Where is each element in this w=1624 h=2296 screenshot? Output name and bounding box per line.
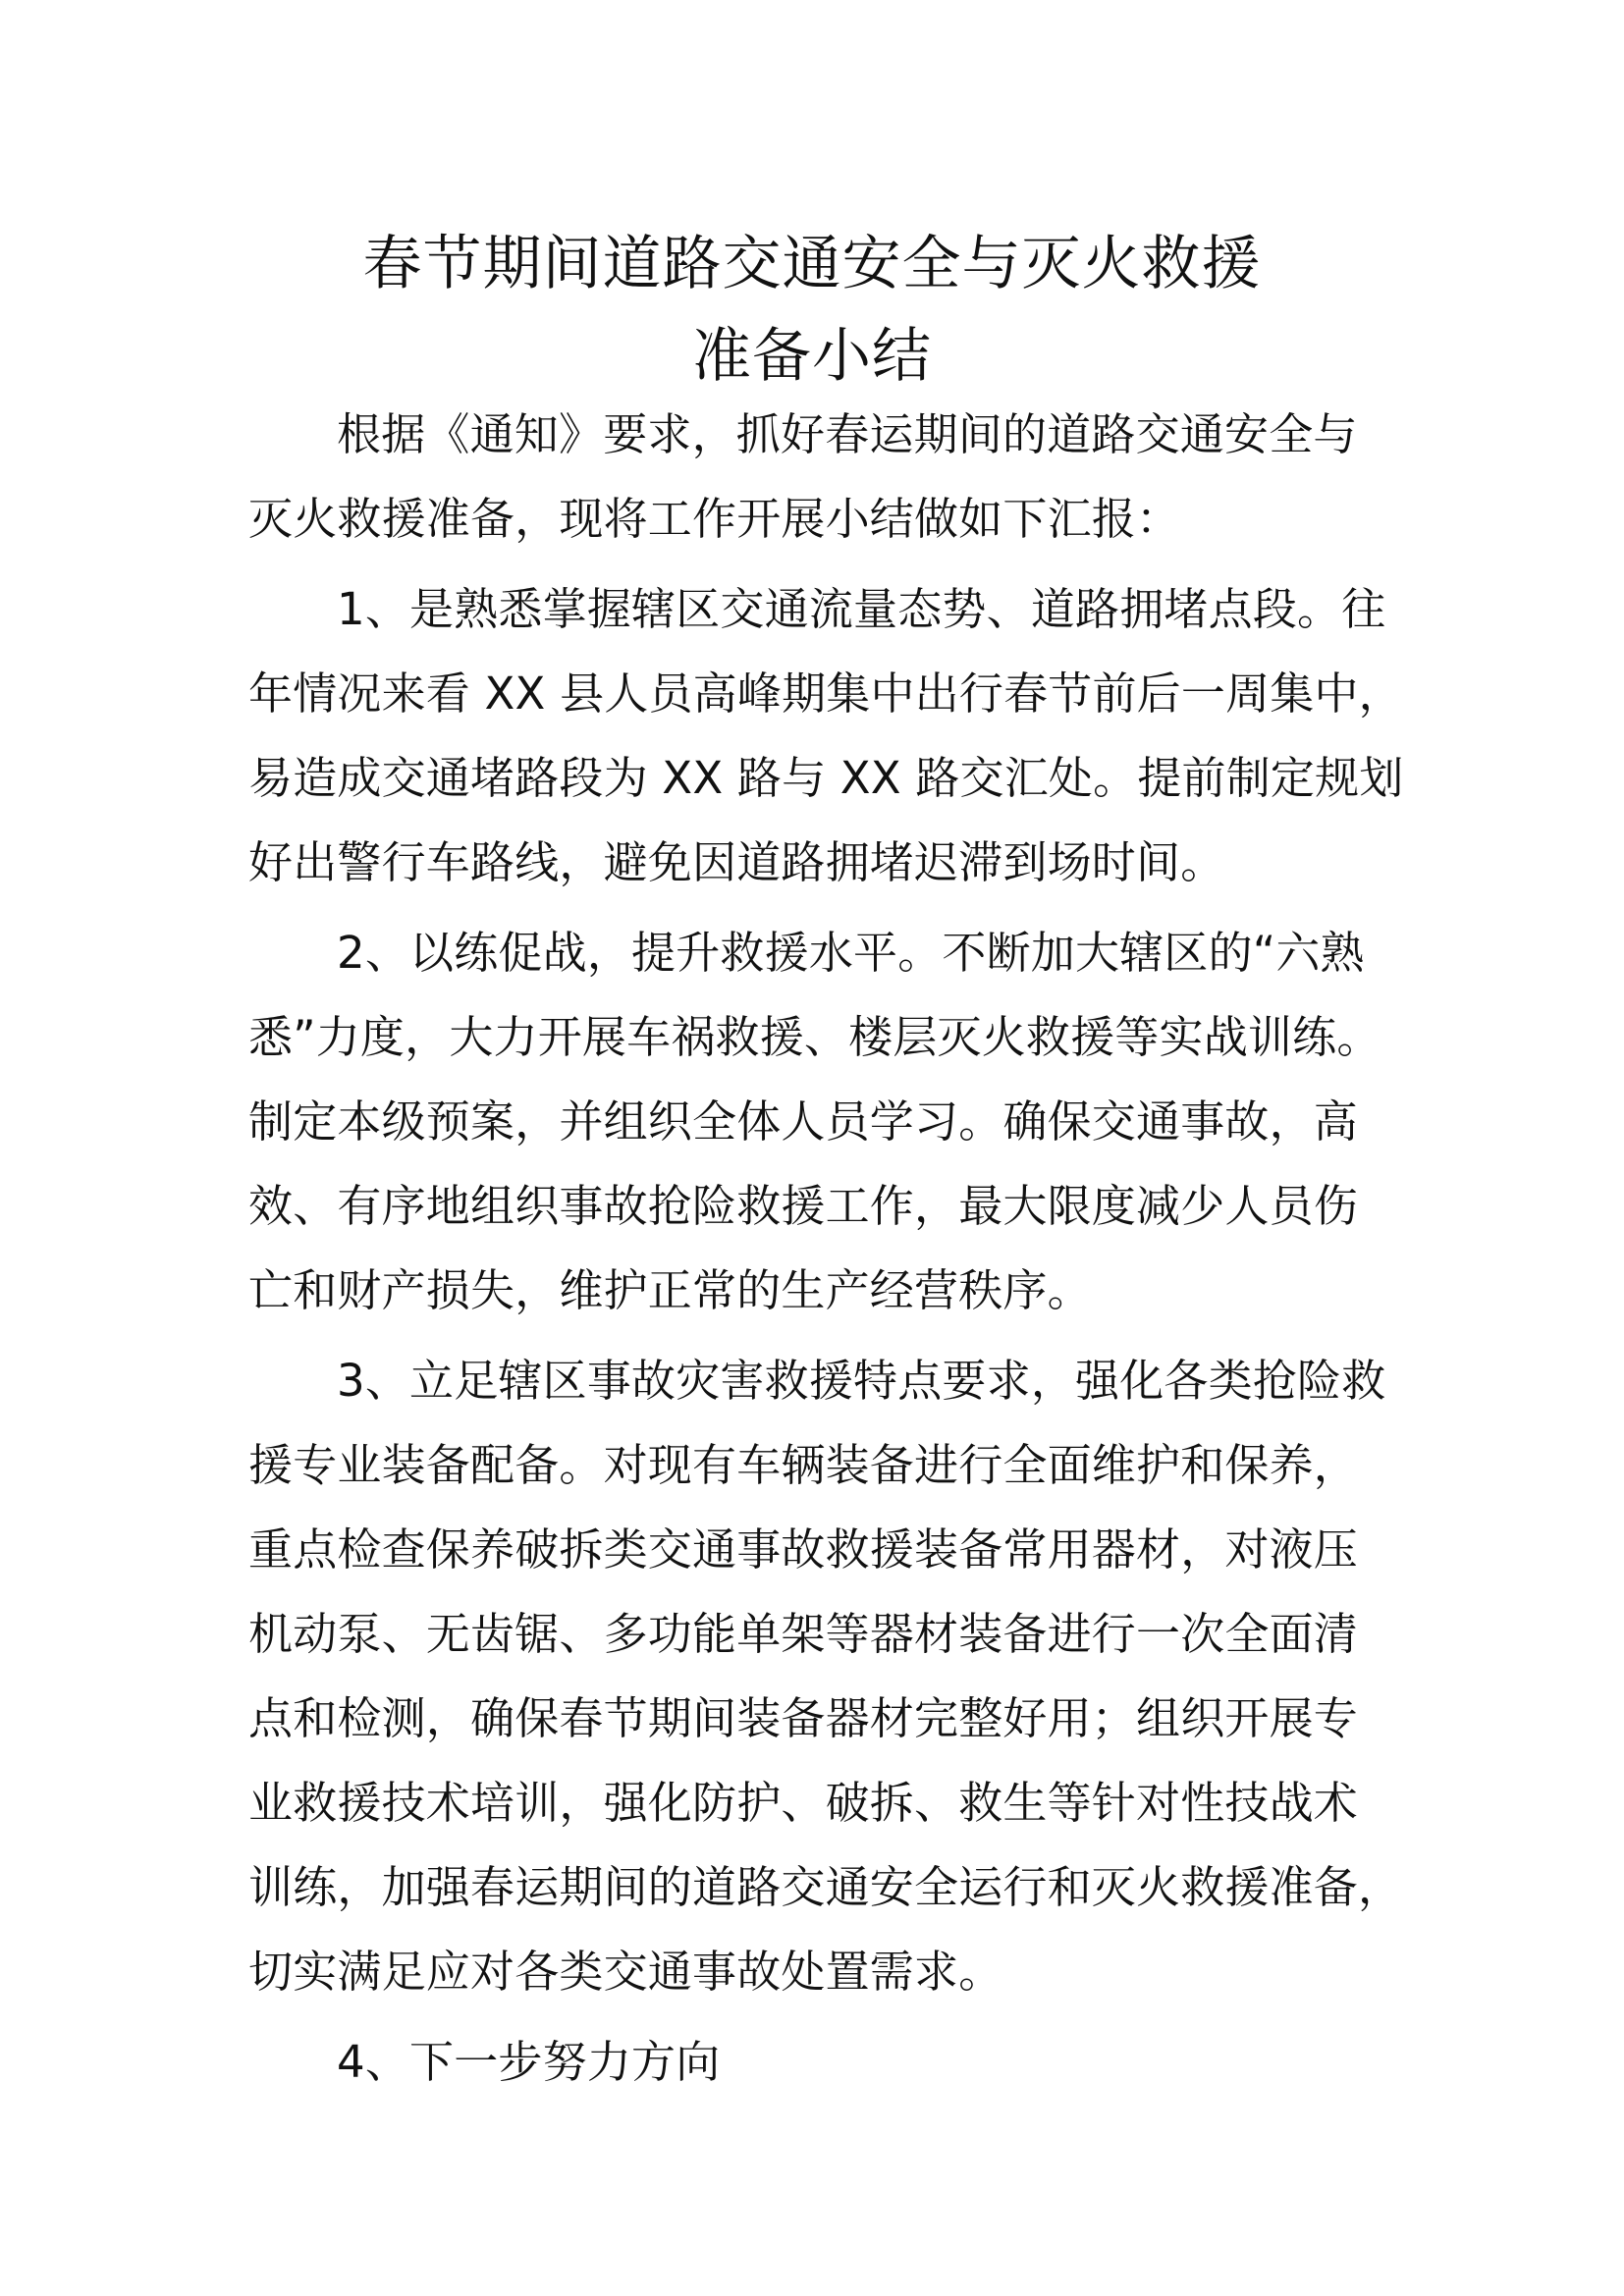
title-line-1: 春节期间道路交通安全与灭火救援 bbox=[362, 230, 1262, 298]
body-line-19: 切实满足应对各类交通事故处置需求。 bbox=[248, 1946, 1003, 1998]
body-line-1: 根据《通知》要求，抓好春运期间的道路交通安全与 bbox=[337, 408, 1358, 460]
body-line-14: 重点检查保养破拆类交通事故救援装备常用器材，对液压 bbox=[248, 1523, 1359, 1575]
body-line-12: 3、立足辖区事故灾害救援特点要求，强化各类抢险救 bbox=[337, 1355, 1386, 1407]
body-line-7: 2、以练促战，提升救援水平。不断加大辖区的“六熟 bbox=[337, 927, 1365, 979]
body-line-16: 点和检测，确保春节期间装备器材完整好用；组织开展专 bbox=[248, 1692, 1359, 1744]
body-line-15: 机动泵、无齿锯、多功能单架等器材装备进行一次全面清 bbox=[248, 1608, 1359, 1660]
body-line-8: 悉”力度，大力开展车祸救援、楼层灭火救援等实战训练。 bbox=[248, 1011, 1381, 1063]
body-line-17: 业救援技术培训，强化防护、破拆、救生等针对性技战术 bbox=[248, 1777, 1359, 1829]
title-line-2: 准备小结 bbox=[692, 322, 932, 391]
document-title bbox=[0, 218, 1624, 402]
body-line-10: 效、有序地组织事故抢险救援工作，最大限度减少人员伤 bbox=[248, 1180, 1359, 1232]
body-line-20: 4、下一步努力方向 bbox=[337, 2036, 721, 2088]
body-line-5: 易造成交通堵路段为 XX 路与 XX 路交汇处。提前制定规划 bbox=[248, 752, 1404, 804]
document-body bbox=[248, 393, 1404, 2105]
body-line-3: 1、是熟悉掌握辖区交通流量态势、道路拥堵点段。往 bbox=[337, 583, 1386, 635]
body-line-9: 制定本级预案，并组织全体人员学习。确保交通事故，高 bbox=[248, 1095, 1359, 1148]
body-line-6: 好出警行车路线，避免因道路拥堵迟滞到场时间。 bbox=[248, 836, 1225, 888]
body-line-4: 年情况来看 XX 县人员高峰期集中出行春节前后一周集中， bbox=[248, 667, 1403, 720]
body-line-11: 亡和财产损失，维护正常的生产经营秩序。 bbox=[248, 1264, 1092, 1316]
body-line-2: 灭火救援准备，现将工作开展小结做如下汇报： bbox=[248, 493, 1181, 545]
body-line-18: 训练，加强春运期间的道路交通安全运行和灭火救援准备， bbox=[248, 1861, 1403, 1913]
body-line-13: 援专业装备配备。对现有车辆装备进行全面维护和保养， bbox=[248, 1439, 1359, 1491]
